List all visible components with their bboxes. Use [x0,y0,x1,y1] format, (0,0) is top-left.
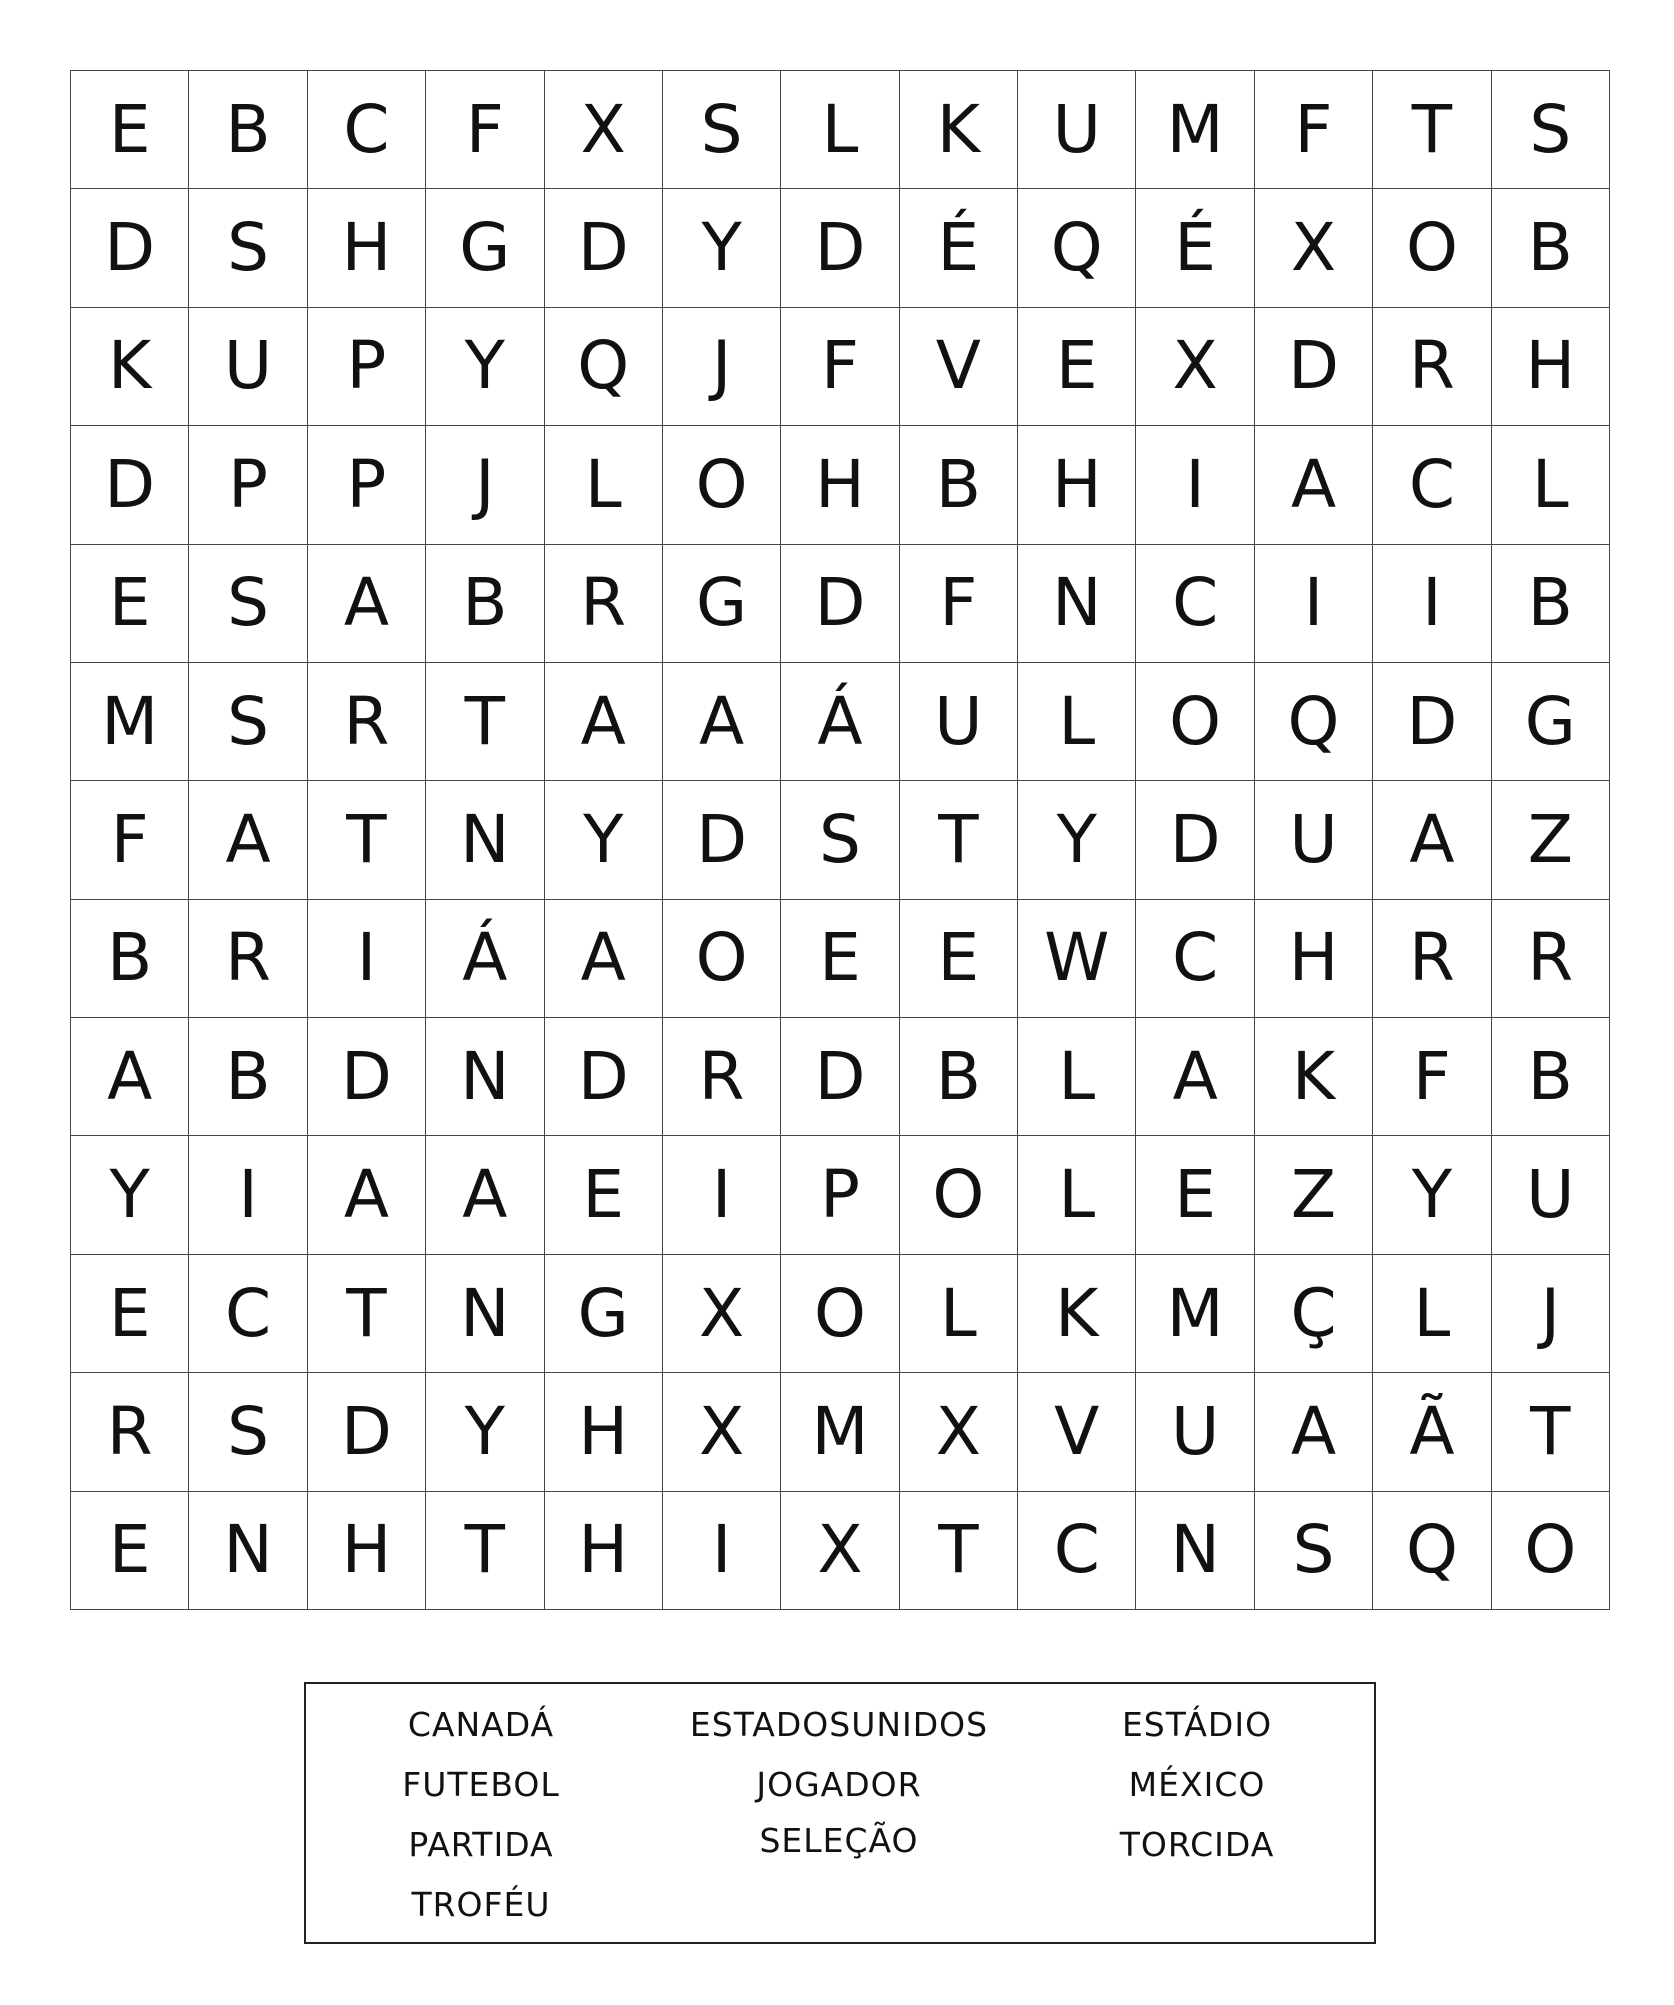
grid-cell[interactable]: P [308,426,426,544]
grid-cell[interactable]: J [1492,1255,1610,1373]
grid-cell[interactable]: K [1018,1255,1136,1373]
grid-cell[interactable]: W [1018,900,1136,1018]
grid-cell[interactable]: A [545,900,663,1018]
grid-cell[interactable]: K [71,308,189,426]
grid-cell[interactable]: H [308,189,426,307]
grid-cell[interactable]: D [781,189,899,307]
grid-cell[interactable]: G [545,1255,663,1373]
grid-cell[interactable]: Q [545,308,663,426]
grid-cell[interactable]: I [189,1136,307,1254]
word-list-item: ESTADOSUNIDOS [689,1705,989,1744]
grid-cell[interactable]: T [900,781,1018,899]
grid-cell[interactable]: H [545,1373,663,1491]
grid-cell[interactable]: S [189,663,307,781]
grid-cell[interactable]: A [545,663,663,781]
word-search-grid [70,70,1610,1610]
grid-cell[interactable]: M [71,663,189,781]
grid-cell[interactable]: D [781,1018,899,1136]
grid-cell[interactable]: T [1492,1373,1610,1491]
grid-cell[interactable]: Q [1018,189,1136,307]
grid-cell[interactable]: Q [1373,1492,1491,1610]
grid-cell[interactable]: F [1255,71,1373,189]
grid-cell[interactable]: F [781,308,899,426]
grid-cell[interactable]: D [71,189,189,307]
grid-cell[interactable]: B [900,1018,1018,1136]
grid-cell[interactable]: R [308,663,426,781]
grid-cell[interactable]: E [71,1255,189,1373]
grid-cell[interactable]: G [1492,663,1610,781]
grid-cell[interactable]: J [426,426,544,544]
grid-cell[interactable]: B [900,426,1018,544]
grid-cell[interactable]: A [71,1018,189,1136]
grid-cell[interactable]: A [426,1136,544,1254]
word-list-item: SELEÇÃO [759,1821,919,1860]
grid-cell[interactable]: S [189,1373,307,1491]
grid-cell[interactable]: V [900,308,1018,426]
grid-cell[interactable]: X [545,71,663,189]
grid-cell[interactable]: H [1018,426,1136,544]
grid-cell[interactable]: K [1255,1018,1373,1136]
grid-cell[interactable]: B [426,545,544,663]
grid-cell[interactable]: R [1492,900,1610,1018]
grid-cell[interactable]: A [308,545,426,663]
grid-cell[interactable]: E [71,71,189,189]
word-list-item: TROFÉU [411,1885,551,1924]
grid-cell[interactable]: T [426,663,544,781]
grid-cell[interactable]: N [1136,1492,1254,1610]
grid-cell[interactable]: P [308,308,426,426]
grid-cell[interactable]: É [1136,189,1254,307]
grid-cell[interactable]: D [1373,663,1491,781]
word-list-item: CANADÁ [407,1705,555,1744]
word-list-item: ESTÁDIO [1121,1705,1273,1744]
grid-cell[interactable]: O [1492,1492,1610,1610]
grid-cell[interactable]: Y [1373,1136,1491,1254]
grid-cell[interactable]: A [1373,781,1491,899]
grid-cell[interactable]: S [1492,71,1610,189]
grid-cell[interactable]: O [781,1255,899,1373]
grid-cell[interactable]: H [781,426,899,544]
grid-cell[interactable]: C [1136,900,1254,1018]
grid-cell[interactable]: P [189,426,307,544]
grid-cell[interactable]: Ã [1373,1373,1491,1491]
grid-cell[interactable]: T [308,1255,426,1373]
grid-cell[interactable]: C [1018,1492,1136,1610]
grid-cell[interactable]: N [426,1255,544,1373]
word-list-item: PARTIDA [408,1825,554,1864]
grid-cell[interactable]: H [1492,308,1610,426]
grid-cell[interactable]: B [1492,545,1610,663]
grid-cell[interactable]: O [663,426,781,544]
grid-cell[interactable]: E [900,900,1018,1018]
grid-cell[interactable]: S [781,781,899,899]
grid-cell[interactable]: T [1373,71,1491,189]
grid-cell[interactable]: B [189,71,307,189]
grid-cell[interactable]: L [1018,1018,1136,1136]
grid-cell[interactable]: I [663,1492,781,1610]
grid-cell[interactable]: X [663,1373,781,1491]
grid-cell[interactable]: N [426,781,544,899]
grid-cell[interactable]: R [1373,308,1491,426]
grid-cell[interactable]: D [781,545,899,663]
grid-cell[interactable]: L [900,1255,1018,1373]
grid-cell[interactable]: Z [1492,781,1610,899]
grid-cell[interactable]: R [71,1373,189,1491]
word-list-item: MÉXICO [1128,1765,1266,1804]
word-list-item: TORCIDA [1119,1825,1275,1864]
grid-cell[interactable]: V [1018,1373,1136,1491]
grid-cell[interactable]: O [1136,663,1254,781]
grid-cell[interactable]: D [545,189,663,307]
grid-cell[interactable]: F [1373,1018,1491,1136]
grid-cell[interactable]: Y [426,1373,544,1491]
grid-cell[interactable]: Ç [1255,1255,1373,1373]
grid-cell[interactable]: G [426,189,544,307]
grid-cell[interactable]: X [1255,189,1373,307]
word-list-item: JOGADOR [756,1765,922,1804]
grid-cell[interactable]: O [1373,189,1491,307]
grid-cell[interactable]: A [189,781,307,899]
grid-cell[interactable]: I [1255,545,1373,663]
grid-cell[interactable]: N [1018,545,1136,663]
grid-cell[interactable]: Z [1255,1136,1373,1254]
grid-cell[interactable]: H [1255,900,1373,1018]
grid-cell[interactable]: U [1018,71,1136,189]
grid-cell[interactable]: D [308,1373,426,1491]
grid-cell[interactable]: D [308,1018,426,1136]
grid-cell[interactable]: E [545,1136,663,1254]
grid-cell[interactable]: I [1136,426,1254,544]
grid-cell[interactable]: U [1136,1373,1254,1491]
grid-cell[interactable]: A [308,1136,426,1254]
grid-cell[interactable]: C [1373,426,1491,544]
grid-cell[interactable]: Y [426,308,544,426]
grid-cell[interactable]: D [1255,308,1373,426]
grid-cell[interactable]: U [189,308,307,426]
grid-cell[interactable]: S [189,545,307,663]
grid-cell[interactable]: G [663,545,781,663]
grid-cell[interactable]: C [308,71,426,189]
grid-cell[interactable]: D [1136,781,1254,899]
grid-cell[interactable]: D [663,781,781,899]
grid-cell[interactable]: M [1136,1255,1254,1373]
grid-cell[interactable]: D [71,426,189,544]
grid-cell[interactable]: A [1255,426,1373,544]
grid-cell[interactable]: A [663,663,781,781]
grid-cell[interactable]: X [900,1373,1018,1491]
grid-cell[interactable]: S [663,71,781,189]
grid-cell[interactable]: S [1255,1492,1373,1610]
grid-cell[interactable]: J [663,308,781,426]
grid-cell[interactable]: I [1373,545,1491,663]
grid-cell[interactable]: E [71,545,189,663]
grid-cell[interactable]: R [1373,900,1491,1018]
grid-cell[interactable]: F [426,71,544,189]
grid-cell[interactable]: C [1136,545,1254,663]
grid-cell[interactable]: Á [426,900,544,1018]
word-list-item: FUTEBOL [402,1765,560,1804]
grid-cell[interactable]: T [308,781,426,899]
grid-cell[interactable]: R [189,900,307,1018]
grid-cell[interactable]: U [1492,1136,1610,1254]
grid-cell[interactable]: T [900,1492,1018,1610]
grid-cell[interactable]: X [663,1255,781,1373]
grid-cell[interactable]: E [1018,308,1136,426]
grid-cell[interactable]: D [545,1018,663,1136]
grid-cell[interactable]: U [1255,781,1373,899]
grid-cell[interactable]: R [663,1018,781,1136]
grid-cell[interactable]: E [71,1492,189,1610]
grid-cell[interactable]: H [308,1492,426,1610]
grid-cell[interactable]: Á [781,663,899,781]
grid-cell[interactable]: O [900,1136,1018,1254]
grid-cell[interactable]: L [1492,426,1610,544]
grid-cell[interactable]: B [1492,189,1610,307]
grid-cell[interactable]: F [71,781,189,899]
grid-cell[interactable]: B [1492,1018,1610,1136]
grid-cell[interactable]: I [663,1136,781,1254]
grid-cell[interactable]: L [545,426,663,544]
grid-cell[interactable]: H [545,1492,663,1610]
grid-cell[interactable]: X [1136,308,1254,426]
grid-cell[interactable]: C [189,1255,307,1373]
grid-cell[interactable]: O [663,900,781,1018]
grid-cell[interactable]: A [1136,1018,1254,1136]
grid-cell[interactable]: Y [1018,781,1136,899]
grid-cell[interactable]: N [426,1018,544,1136]
grid-cell[interactable]: A [1255,1373,1373,1491]
word-list-box [304,1682,1376,1944]
grid-cell[interactable]: L [1373,1255,1491,1373]
grid-cell[interactable]: I [308,900,426,1018]
grid-cell[interactable]: B [71,900,189,1018]
grid-cell[interactable]: R [545,545,663,663]
grid-cell[interactable]: P [781,1136,899,1254]
grid-cell[interactable]: X [781,1492,899,1610]
grid-cell[interactable]: L [781,71,899,189]
grid-cell[interactable]: Y [663,189,781,307]
grid-cell[interactable]: T [426,1492,544,1610]
grid-cell[interactable]: L [1018,1136,1136,1254]
grid-cell[interactable]: Q [1255,663,1373,781]
grid-cell[interactable]: M [1136,71,1254,189]
grid-cell[interactable]: N [189,1492,307,1610]
grid-cell[interactable]: Y [545,781,663,899]
grid-cell[interactable]: F [900,545,1018,663]
grid-cell[interactable]: U [900,663,1018,781]
grid-cell[interactable]: E [1136,1136,1254,1254]
grid-cell[interactable]: Y [71,1136,189,1254]
grid-cell[interactable]: B [189,1018,307,1136]
grid-cell[interactable]: É [900,189,1018,307]
grid-cell[interactable]: L [1018,663,1136,781]
grid-cell[interactable]: S [189,189,307,307]
grid-cell[interactable]: K [900,71,1018,189]
grid-cell[interactable]: M [781,1373,899,1491]
grid-cell[interactable]: E [781,900,899,1018]
